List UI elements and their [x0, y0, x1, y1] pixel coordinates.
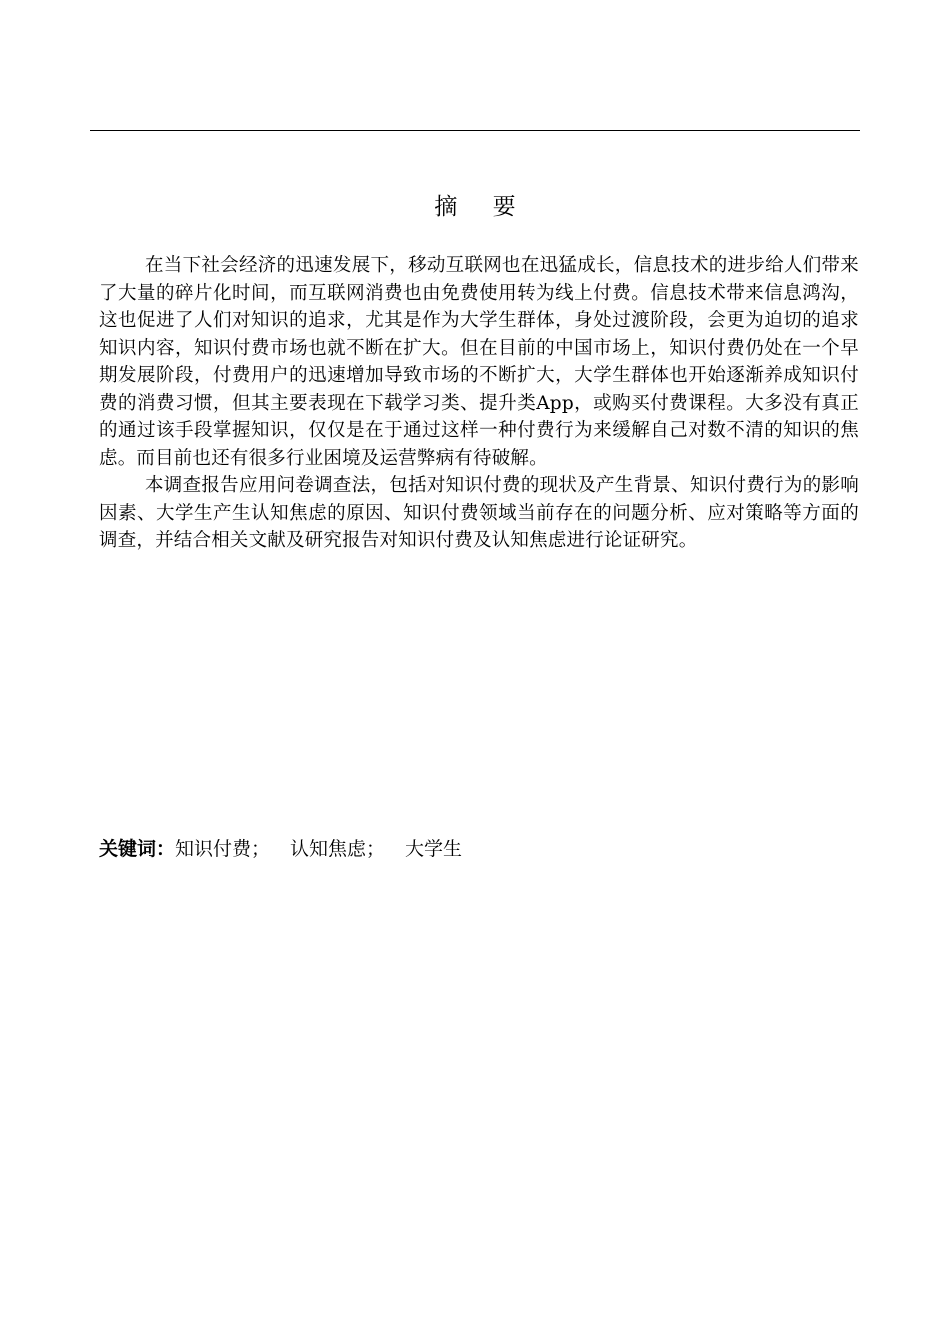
- abstract-title: 摘 要: [434, 194, 530, 220]
- keywords-line: [99, 836, 462, 863]
- keyword-item: 认知焦虑；: [290, 838, 386, 860]
- keyword-item: 知识付费；: [175, 838, 271, 860]
- keyword-item: 大学生: [405, 838, 463, 860]
- keywords-label: 关键词：: [99, 838, 176, 860]
- header-rule: [90, 130, 860, 131]
- abstract-paragraph-1: 在当下社会经济的迅速发展下，移动互联网也在迅猛成长，信息技术的进步给人们带来了大量的碎片化时间，而互联网消费也由免费使用转为线上付费。信息技术带来信息鸿沟，这也促进了人们对知识的追求，尤其是作为大学生群体，身处过渡阶段，会更为迫切的追求知识内容，知识付费市场也就不断在扩大。但在目前的中国市场上，知识付费仍处在一个早期发展阶段，付费用户的迅速增加导致市场的不断扩大，大学生群体也开始逐渐养成知识付费的消费习惯，但其主要表现在下载学习类、提升类App，或购买付费课程。大多没有真正的通过该手段掌握知识，仅仅是在于通过这样一种付费行为来缓解自己对数不清的知识的焦虑。而目前也还有很多行业困境及运营弊病有待破解。: [99, 255, 859, 469]
- abstract-body: [99, 252, 859, 555]
- abstract-paragraph-2: 本调查报告应用问卷调查法，包括对知识付费的现状及产生背景、知识付费行为的影响因素、大学生产生认知焦虑的原因、知识付费领域当前存在的问题分析、应对策略等方面的调查，并结合相关文献及研究报告对知识付费及认知焦虑进行论证研究。: [99, 475, 859, 551]
